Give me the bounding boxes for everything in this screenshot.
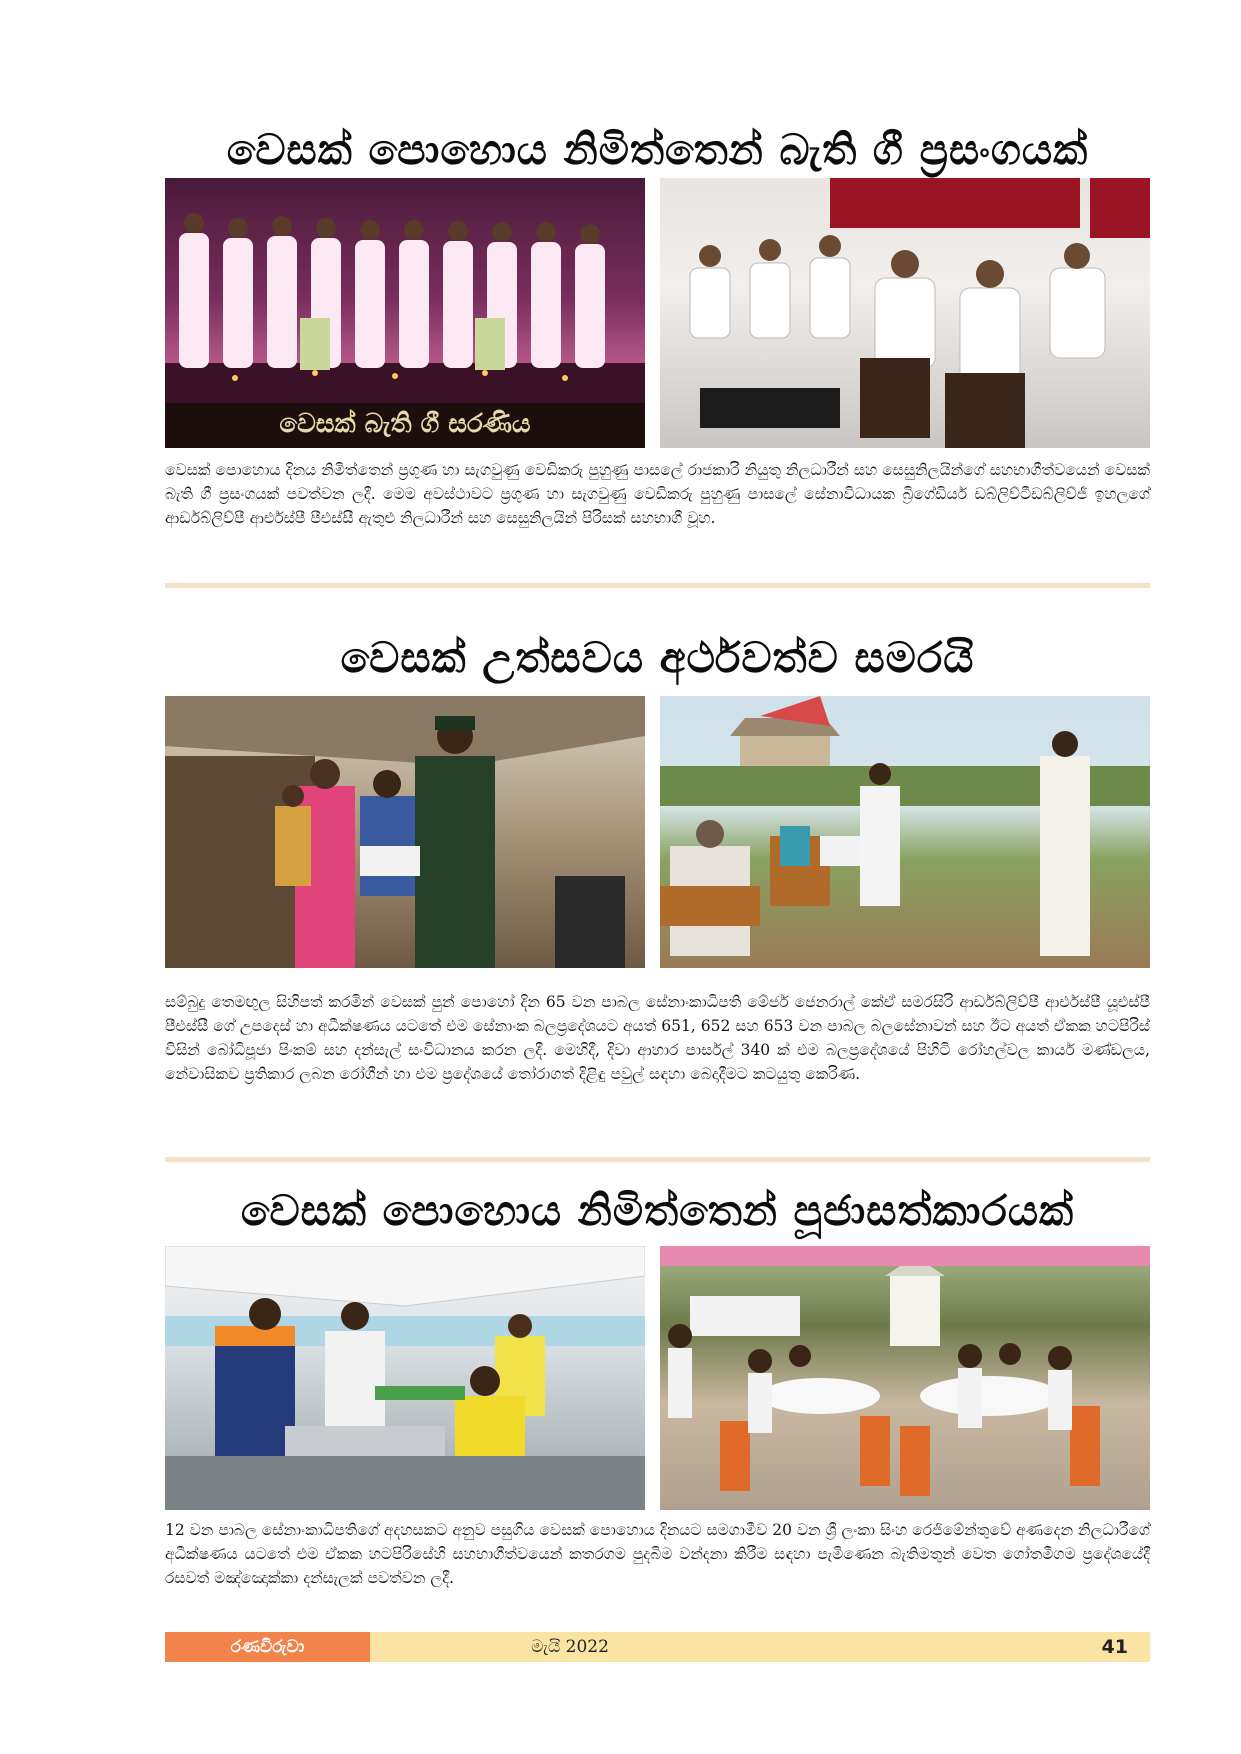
photo-soldier-giving-parcel bbox=[165, 696, 645, 968]
footer-bar bbox=[370, 1632, 1150, 1662]
audience-illustration bbox=[660, 178, 1150, 448]
photo-dansala-elderly bbox=[660, 696, 1150, 968]
article-bhakti-gee bbox=[165, 120, 1150, 580]
page-number: 41 bbox=[1101, 1636, 1128, 1658]
article-headline: වෙසක් උත්සවය අර්ථවත්ව සමරයි bbox=[340, 633, 975, 682]
article-caption: සම්බුදු තෙමඟුල සිහිපත් කරමින් වෙසක් පුන් පොහෝ දින 65 වන පාබල සේනාංකාධිපති මේජර් ජෙනරාල් කේඒ සමරසිරි ආර්ඩබ්ලිව්පී ආර්එස්පී යූඑස්පී පීඑස්සී ගේ උපදෙස් හා අධීක්ෂණය යටතේ එම සේනාංක බලප්‍රදේශයට අයත් 651, 652 සහ 653 වන පාබල බලසේනාවන් සහ ඊට අයත් ඒකක හටපිරිස් විසින් බෝධිපූජා පිංකම් සහ දන්සැල් සංවිධානය කරන ලදී. මෙහිදී, දිවා ආහාර පාර්සල් 340 ක් එම බලප්‍රදේශයේ පිහිටි රෝහල්වල කාර්ය මණ්ඩලය, නේවාසිකව ප්‍රතිකාර ලබන රෝගීන් හා එම ප්‍රදේශයේ තෝරාගත් දිළිඳු පවුල් සඳහා බෙදාදීමට කටයුතු කෙරිණ. bbox=[165, 993, 1150, 1083]
page-footer bbox=[165, 1632, 1150, 1662]
dansala-illustration bbox=[660, 696, 1150, 968]
issue-date: මැයි 2022 bbox=[531, 1637, 609, 1657]
article-headline: වෙසක් පොහොය නිමිත්තෙන් බැති ගී ප්‍රසංගයක් bbox=[226, 125, 1089, 174]
article-headline: වෙසක් පොහොය නිමිත්තෙන් පූජාසත්කාරයක් bbox=[240, 1186, 1075, 1235]
article-puja-sathkara bbox=[165, 1180, 1150, 1600]
section-divider bbox=[165, 1157, 1150, 1162]
photo-bhakti-gee-stage bbox=[165, 178, 645, 448]
photo-devotees-dining bbox=[660, 1246, 1150, 1510]
food-serving-illustration bbox=[165, 1246, 645, 1510]
article-caption: වෙසක් පොහොය දිනය නිමිත්තෙන් ප්‍රගුණ හා සැගවුණු වෙඩිකරු පුහුණු පාසලේ රාජකාරි නියුතු නිලධාරීන් සහ සෙසුනිලයින්ගේ සහභාගීත්වයෙන් වෙසක් බැති ගී ප්‍රසංගයක් පවත්වන ලදී. මෙම අවස්ථාවට ප්‍රගුණ හා සැගවුණු වෙඩිකරු පුහුණු පාසලේ සේනාවිධායක බ්‍රිගේඩියර් ඩබ්ලිව්ටීඩබ්ලිව්ජී ඉහලගේ ආර්ඩබ්ලිව්පී ආර්එස්පී පීඑස්සී ඇතුළු නිලධාරීන් සහ සෙසුනිලයින් පිරිසක් සහභාගී වූහ. bbox=[165, 461, 1150, 527]
photo-food-serving bbox=[165, 1246, 645, 1510]
photo-overlay-label: වෙසක් බැති ගී සරණිය bbox=[165, 403, 645, 448]
parcel-handover-illustration bbox=[165, 696, 645, 968]
magazine-brand: රණවිරුවා bbox=[165, 1632, 370, 1662]
photo-audience-seated bbox=[660, 178, 1150, 448]
section-divider bbox=[165, 583, 1150, 588]
article-caption: 12 වන පාබල සේනාංකාධිපතිගේ අදහසකට අනුව පසුගිය වෙසක් පොහොය දිනයට සමගාමීව 20 වන ශ්‍රී ලංකා සිංහ රෙජිමේන්තුවේ අණදෙන නිලධාරීගේ අධීක්ෂණය යටතේ එම ඒකක හටපිරිසේහි සහභාගීත්වයෙන් කතරගම පුදබිම වන්දනා කිරීම සඳහා පැමිණෙන බැතිමතුන් වෙත ගෝතමීගම ප්‍රදේශයේදී රසවත් මඤ්ඤොක්කා දන්සැලක් පවත්වන ලදී. bbox=[165, 1521, 1150, 1587]
article-vesak-celebration bbox=[165, 630, 1150, 1140]
dining-illustration bbox=[660, 1246, 1150, 1510]
